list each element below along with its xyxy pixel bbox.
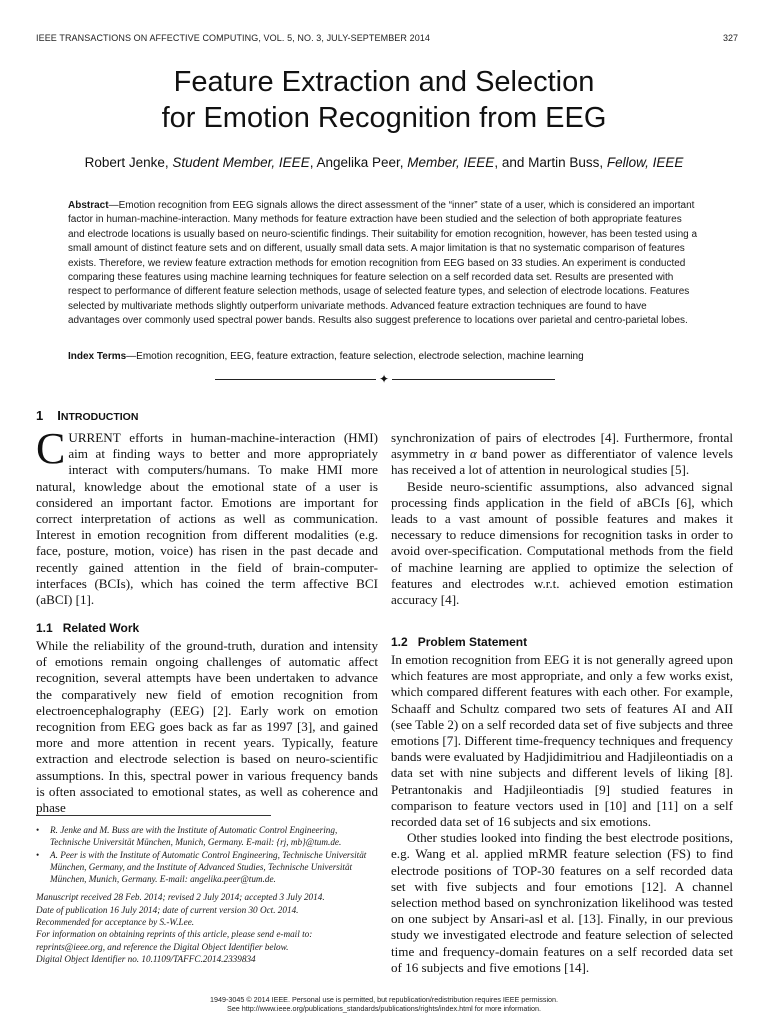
index-terms-label: Index Terms <box>68 351 127 362</box>
problem-statement-column <box>391 652 733 976</box>
author-3-role: Fellow, IEEE <box>606 155 684 170</box>
intro-paragraph <box>36 424 378 608</box>
subsection-1-2-title: Problem Statement <box>417 635 528 649</box>
index-terms-text: —Emotion recognition, EEG, feature extraction, feature selection, electrode selection, machine learning <box>126 351 584 362</box>
section-1-title-rest: NTRODUCTION <box>60 411 139 423</box>
subsection-1-2-number: 1.2 <box>391 635 408 649</box>
copyright-line-2: See http://www.ieee.org/publications_standards/publications/rights/index.html for more information. <box>226 1004 542 1013</box>
abstract <box>68 199 700 329</box>
copyright-line-1: 1949-3045 © 2014 IEEE. Personal use is permitted, but republication/redistribution requires IEEE permission. <box>209 995 559 1004</box>
subsection-1-1-number: 1.1 <box>36 621 53 635</box>
author-list <box>40 155 728 170</box>
footnote-affiliation-2-text: A. Peer is with the Institute of Automatic Control Engineering, Technische Universität München, Germany, and the Institute of Advanced Studies, Technische Universität München, Munich, Germany. E-mail: angelika.peer@tum.de. <box>50 849 367 885</box>
footnote-rule <box>36 815 271 816</box>
publication-dates: Date of publication 16 July 2014; date of current version 30 Oct. 2014. <box>36 904 299 915</box>
reprint-info-2: reprints@ieee.org, and reference the Digital Object Identifier below. <box>36 941 289 952</box>
subsection-1-1-heading <box>36 621 139 635</box>
index-terms <box>68 350 700 364</box>
related-work-paragraph <box>36 638 378 816</box>
page-number: 327 <box>722 33 738 43</box>
author-1-role: Student Member, IEEE <box>172 155 310 170</box>
section-1-title-first: I <box>57 408 61 423</box>
reprint-info-1: For information on obtaining reprints of this article, please send e-mail to: <box>36 929 313 940</box>
bullet-icon: • <box>36 825 40 835</box>
doi: Digital Object Identifier no. 10.1109/TAFFC.2014.2339834 <box>36 953 256 964</box>
intro-right-text-a: synchronization of pairs of electrodes [4]. Furthermore, frontal asymmetry in <box>391 430 733 462</box>
footnote-affiliation-1 <box>36 824 380 849</box>
divider-ornament-icon: ✦ <box>376 371 392 387</box>
title-line-2: for Emotion Recognition from EEG <box>161 102 607 134</box>
section-1-heading <box>36 408 138 423</box>
abstract-text: —Emotion recognition from EEG signals allows the direct assessment of the “inner” state of a user, which is considered an important factor in human-machine-interaction. Many methods for feature extraction have been studied and the selection of both appropriate features and electrode locations is usually based on neuro-scientific findings. Their suitability for emotion recognition, however, has been tested using a small amount of distinct feature sets and on different, usually small data sets. A major limitation is that no systematic comparison of features exists. Therefore, we review feature extraction methods for emotion recognition from EEG based on 33 studies. An experiment is conducted comparing these features using machine learning techniques for feature selection on a self recorded data set. Results are presented with respect to performance of different feature selection methods, usage of selected feature types, and selection of electrode locations. Features selected by multivariate methods slightly outperform univariate methods. Advanced feature extraction techniques are found to have advantages over commonly used spectral power bands. Results also suggest preference to locations over parietal and centro-parietal lobes. <box>68 200 698 327</box>
manuscript-dates: Manuscript received 28 Feb. 2014; revised 2 July 2014; accepted 3 July 2014. <box>36 892 325 903</box>
footnotes <box>36 824 380 965</box>
related-work-text: While the reliability of the ground-truth, duration and intensity of emotions remain ongoing challenges of automatic affect recognition, several attempts have been undertaken to advance the comparatively new field of emotion recognition from electroencephalography (EEG) [2]. Early work on emotion recognition from EEG goes back as far as 1997 [3], and gained more and more attention in recent years. Typically, feature extraction and electrode selection is based on neuro-scientific assumptions. In this, spectral power in various frequency bands is often associated to emotional states, as well as coherence and phase <box>36 638 378 816</box>
running-head <box>36 33 738 47</box>
footnote-affiliation-2 <box>36 849 380 886</box>
author-2-name: , Angelika Peer, <box>309 155 408 170</box>
intro-right-column <box>391 430 733 608</box>
intro-smallcaps: URRENT <box>68 430 121 445</box>
dropcap-letter: C <box>36 424 66 473</box>
title-line-1: Feature Extraction and Selection <box>173 66 595 98</box>
abstract-label: Abstract <box>68 200 109 211</box>
problem-statement-paragraph-1: In emotion recognition from EEG it is not generally agreed upon which features are most appropriate, and only a few works exist, which compared different features with each other. For example, Schaaff and Schultz compared two sets of features AI and AII (see Table 2) on a self recorded data set of five subjects and three emotions [7]. Different time-frequency techniques and frequency bands were evaluated by Hadjidimitriou and Hadjileontiadis on a data set with nine subjects and different levels of liking [8]. Petrantonakis and Hadjileontiadis [9] studied features in comparison to feature vectors used in [10] and [11] on a self recorded data set of 16 subjects and six emotions. <box>391 652 733 830</box>
intro-right-text-b: band power as differentiator of valence levels has received a lot of attention in neurological studies [5]. <box>391 446 733 478</box>
subsection-1-2-heading <box>391 635 527 649</box>
intro-text: efforts in human-machine-interaction (HMI) aim at finding ways to better and more appropriately interact with computers/humans. To make HMI more natural, knowledge about the emotional state of a user is considered an important factor. Emotions are important for correct interpretation of actions as well as communication. Interest in emotion recognition from different modalities (e.g. face, posture, motion, voice) has risen in the past decade and recently gained attention in the field of brain-computer-interfaces (BCIs), which has coined the term affective BCI (aBCI) [1]. <box>36 430 378 608</box>
alpha-symbol: α <box>469 446 477 462</box>
manuscript-metadata <box>36 891 380 965</box>
author-2-role: Member, IEEE <box>407 155 495 170</box>
author-3-name: , and Martin Buss, <box>494 155 607 170</box>
footnote-affiliation-1-text: R. Jenke and M. Buss are with the Institute of Automatic Control Engineering, Technische Universität München, Munich, Germany. E-mail: {rj, mb}@tum.de. <box>50 825 342 848</box>
copyright-notice <box>40 995 728 1013</box>
section-1-number: 1 <box>36 408 44 423</box>
author-1-name: Robert Jenke, <box>84 155 173 170</box>
journal-info: IEEE TRANSACTIONS ON AFFECTIVE COMPUTING, VOL. 5, NO. 3, JULY-SEPTEMBER 2014 <box>36 33 431 43</box>
paper-title <box>40 64 728 136</box>
bullet-icon: • <box>36 849 40 860</box>
problem-statement-paragraph-2: Other studies looked into finding the best electrode positions, e.g. Wang et al. applied mRMR feature selection (FS) to find electrode positions of TOP-30 features on a self recorded data set with five subjects and four emotions [12]. A channel selection method based on synchronization likelihood was tested on one subject by Ansari-asl et al. [13]. Finally, in our previous study we investigated electrode and feature selection of selected time and frequency-domain features on a self recorded data set of 16 subjects and five emotions [14]. <box>391 830 733 975</box>
intro-right-paragraph-1 <box>391 430 733 479</box>
intro-right-paragraph-2: Beside neuro-scientific assumptions, also advanced signal processing finds application in the field of aBCIs [6], which leads to a vast amount of possible features and makes it necessary to reduce dimensions for recognition tasks in order to avoid over-specification. Computational methods from the field of machine learning are applied to optimize the selection of features and electrodes w.r.t. achieved emotion estimation accuracy [4]. <box>391 478 733 608</box>
recommended-by: Recommended for acceptance by S.-W.Lee. <box>36 917 195 928</box>
subsection-1-1-title: Related Work <box>62 621 140 635</box>
